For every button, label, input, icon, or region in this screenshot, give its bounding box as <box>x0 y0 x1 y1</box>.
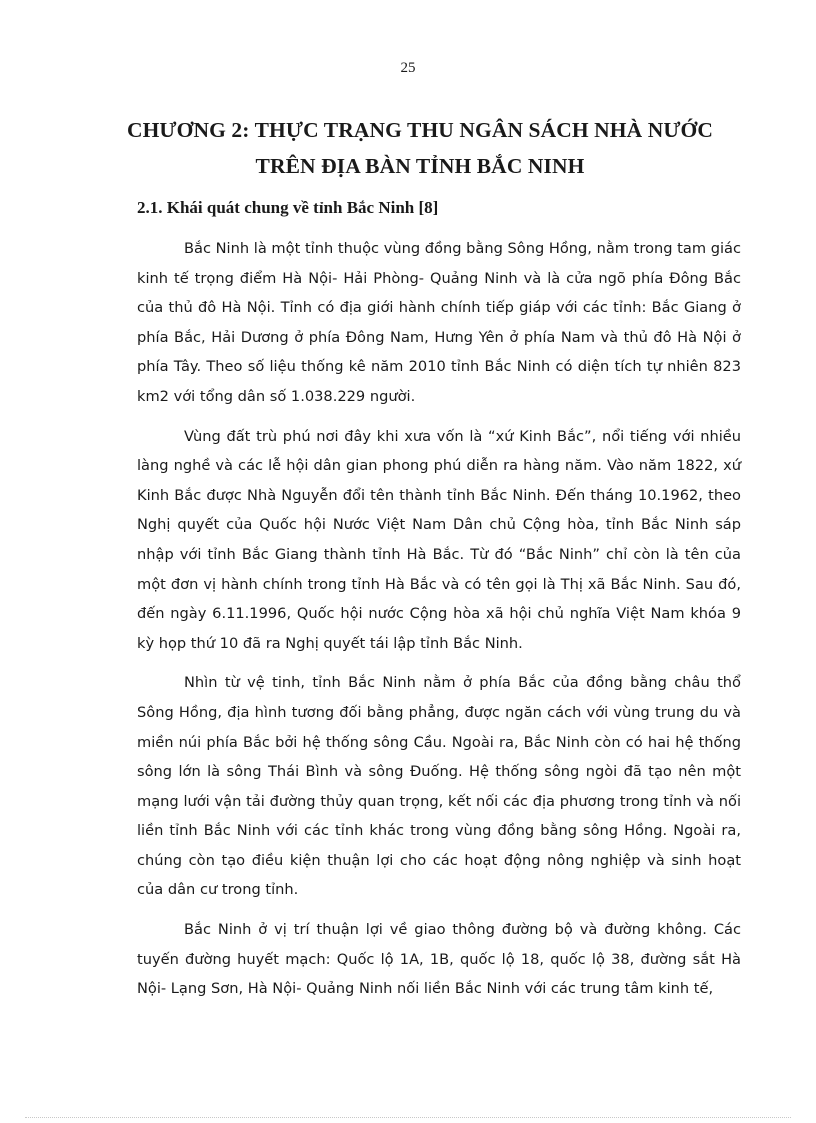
section-heading: 2.1. Khái quát chung về tỉnh Bắc Ninh [8] <box>137 198 439 217</box>
page-bottom-divider <box>25 1117 791 1118</box>
page-number: 25 <box>400 60 416 76</box>
chapter-title-line-1: CHƯƠNG 2: THỰC TRẠNG THU NGÂN SÁCH NHÀ NƯỚC <box>126 118 714 142</box>
body-text <box>137 234 741 1014</box>
chapter-title <box>100 112 740 184</box>
paragraph-4: Bắc Ninh ở vị trí thuận lợi về giao thông đường bộ và đường không. Các tuyến đường huyết mạch: Quốc lộ 1A, 1B, quốc lộ 18, quốc lộ 38, đường sắt Hà Nội- Lạng Sơn, Hà Nội- Quảng Ninh nối liền Bắc Ninh với các trung tâm kinh tế, <box>137 921 741 998</box>
paragraph-3: Nhìn từ vệ tinh, tỉnh Bắc Ninh nằm ở phía Bắc của đồng bằng châu thổ Sông Hồng, địa hình tương đối bằng phẳng, được ngăn cách với vùng trung du và miền núi phía Bắc bởi hệ thống sông Cầu. Ngoài ra, Bắc Ninh còn có hai hệ thống sông lớn là sông Thái Bình và sông Đuống. Hệ thống sông ngòi đã tạo nên một mạng lưới vận tải đường thủy quan trọng, kết nối các địa phương trong tỉnh và nối liền tỉnh Bắc Ninh với các tỉnh khác trong vùng đồng bằng sông Hồng. Ngoài ra, chúng còn tạo điều kiện thuận lợi cho các hoạt động nông nghiệp và sinh hoạt của dân cư trong tỉnh. <box>137 674 741 899</box>
chapter-title-line-2: TRÊN ĐỊA BÀN TỈNH BẮC NINH <box>255 154 585 178</box>
paragraph-1: Bắc Ninh là một tỉnh thuộc vùng đồng bằng Sông Hồng, nằm trong tam giác kinh tế trọng điểm Hà Nội- Hải Phòng- Quảng Ninh và là cửa ngõ phía Đông Bắc của thủ đô Hà Nội. Tỉnh có địa giới hành chính tiếp giáp với các tỉnh: Bắc Giang ở phía Bắc, Hải Dương ở phía Đông Nam, Hưng Yên ở phía Nam và thủ đô Hà Nội ở phía Tây. Theo số liệu thống kê năm 2010 tỉnh Bắc Ninh có diện tích tự nhiên 823 km2 với tổng dân số 1.038.229 người. <box>137 240 741 405</box>
paragraph-2: Vùng đất trù phú nơi đây khi xưa vốn là “xứ Kinh Bắc”, nổi tiếng với nhiều làng nghề và các lễ hội dân gian phong phú diễn ra hàng năm. Vào năm 1822, xứ Kinh Bắc được Nhà Nguyễn đổi tên thành tỉnh Bắc Ninh. Đến tháng 10.1962, theo Nghị quyết của Quốc hội Nước Việt Nam Dân chủ Cộng hòa, tỉnh Bắc Ninh sáp nhập với tỉnh Bắc Giang thành tỉnh Hà Bắc. Từ đó “Bắc Ninh” chỉ còn là tên của một đơn vị hành chính trong tỉnh Hà Bắc và có tên gọi là Thị xã Bắc Ninh. Sau đó, đến ngày 6.11.1996, Quốc hội nước Cộng hòa xã hội chủ nghĩa Việt Nam khóa 9 kỳ họp thứ 10 đã ra Nghị quyết tái lập tỉnh Bắc Ninh. <box>137 427 741 652</box>
